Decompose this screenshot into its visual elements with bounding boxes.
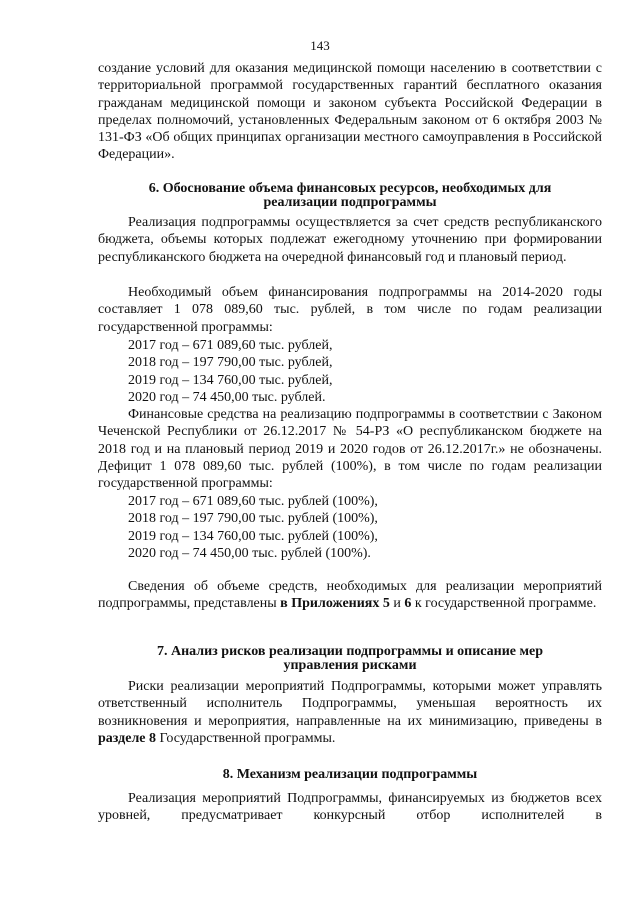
section-6-heading-line2: реализации подпрограммы [263, 195, 437, 210]
list-item: 2020 год – 74 450,00 тыс. рублей. [128, 389, 326, 405]
text-run: и [389, 596, 405, 612]
appendix-reference: в Приложениях 5 [280, 596, 390, 612]
section-7-heading-line1: 7. Анализ рисков реализации подпрограммы и описание мер [156, 644, 544, 659]
list-item: 2017 год – 671 089,60 тыс. рублей, [128, 338, 333, 353]
section-7-paragraph-1 [98, 678, 602, 747]
text-run: Сведения об объеме средств, необходимых для реализации мероприятий подпрограммы, представлены [98, 579, 602, 612]
section-6-heading-line1: 6. Обоснование объема финансовых ресурсов, необходимых для [148, 181, 552, 196]
intro-paragraph: создание условий для оказания медицинской помощи населению в соответствии с территориальной программой государственных гарантий бесплатного оказания гражданам медицинской помощи и законом субъекта Российской Федерации в пределах полномочий, установленных Федеральным законом от 6 октября 2003 № 131-ФЗ «Об общих принципах организации местного самоуправления в Российской Федерации». [98, 61, 602, 163]
list-item: 2018 год – 197 790,00 тыс. рублей (100%), [128, 511, 378, 527]
list-item: 2019 год – 134 760,00 тыс. рублей, [128, 372, 333, 388]
section-reference: разделе 8 [98, 730, 157, 746]
section-6-paragraph-3: Финансовые средства на реализацию подпрограммы в соответствии с Законом Чеченской Республики от 26.12.2017 № 54-РЗ «О республиканском бюджете на 2018 год и на плановый период 2019 и 2020 годов от 26.12.2017г.» не обозначены. Дефицит 1 078 089,60 тыс. рублей (100%), в том числе по годам реализации государственной программы: [98, 407, 602, 492]
section-6-year-list-1 [98, 337, 602, 406]
section-6-paragraph-1: Реализация подпрограммы осуществляется за счет средств республиканского бюджета, объемы которых подлежат ежегодному уточнению при формировании республиканского бюджета на очередной финансовый год и плановый период. [98, 215, 602, 265]
page-number: 143 [310, 38, 330, 53]
section-6-year-list-2 [98, 493, 602, 562]
list-item: 2019 год – 134 760,00 тыс. рублей (100%), [128, 528, 378, 544]
section-6-paragraph-2: Необходимый объем финансирования подпрограммы на 2014-2020 годы составляет 1 078 089,60 тыс. рублей, в том числе по годам реализации государственной программы: [98, 285, 602, 335]
section-6-paragraph-4 [98, 578, 602, 613]
list-item: 2017 год – 671 089,60 тыс. рублей (100%), [128, 494, 378, 509]
section-7-heading [98, 645, 602, 673]
section-8-heading: 8. Механизм реализации подпрограммы [222, 767, 478, 782]
text-run: Риски реализации мероприятий Подпрограммы, которыми может управлять ответственный исполнитель Подпрограммы, уменьшая вероятность их возникновения и мероприятия, направленные на их минимизацию, приведены в [98, 679, 602, 729]
list-item: 2020 год – 74 450,00 тыс. рублей (100%). [128, 545, 371, 561]
section-7-heading-line2: управления рисками [283, 658, 417, 673]
text-run: к государственной программе. [411, 596, 597, 612]
text-run: Государственной программы. [156, 730, 336, 746]
section-6-heading [98, 182, 602, 210]
section-8-paragraph-1: Реализация мероприятий Подпрограммы, финансируемых из бюджетов всех уровней, предусматривает конкурсный отбор исполнителей в [98, 791, 602, 824]
appendix-reference: 6 [404, 596, 412, 612]
list-item: 2018 год – 197 790,00 тыс. рублей, [128, 355, 333, 371]
